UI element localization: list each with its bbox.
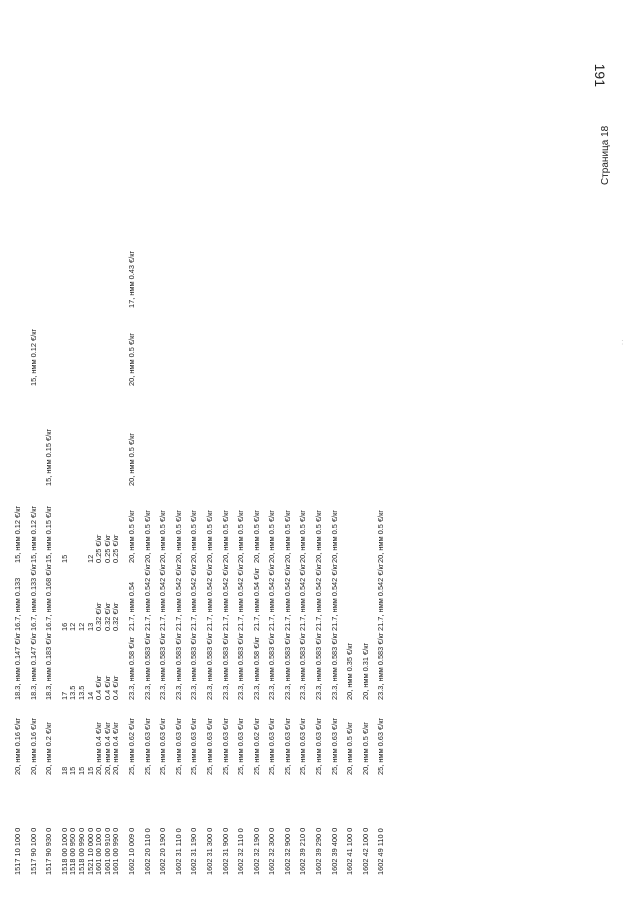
rate-cell [206,138,222,218]
tariff-code-cell: 1602 10 009 0 [126,827,136,875]
page-footer: Страница 18 [600,125,611,185]
tariff-code-cell: 1602 31 110 0 [173,828,183,875]
rate-cell [144,308,160,386]
table-row [14,138,30,875]
rate-cell: 0.32 €/кг [94,602,104,631]
table-row [61,138,70,875]
rate-cell [253,218,269,308]
rate-cell: 21.7, нмм 0.542 €/кг [142,563,152,631]
rate-cell: 25, нмм 0.63 €/кг [204,717,214,775]
rate-cell: 13 [85,622,95,631]
rate-cell [362,138,378,218]
table-row [222,138,238,875]
rate-cell [104,386,113,486]
rate-cell: 20, нмм 0.5 €/кг [236,509,246,563]
rate-cell [206,386,222,486]
rate-cell [144,218,160,308]
rate-cell [14,218,30,308]
rate-cell: 21.7, нмм 0.542 €/кг [204,563,214,631]
rate-cell [175,386,191,486]
rate-cell: 20, нмм 0.4 €/кг [111,721,121,775]
rate-cell: 15, нмм 0.15 €/кг [44,505,54,563]
rate-cell: 15, нмм 0.15 €/кг [44,428,54,486]
rate-cell: 17, нмм 0.43 €/кг [126,250,136,308]
rate-cell [190,386,206,486]
rate-cell [284,218,300,308]
table-row [253,138,269,875]
rate-cell [331,308,347,386]
rate-cell [45,218,61,308]
rate-cell: 20, нмм 0.5 €/кг [204,509,214,563]
rate-cell: 25, нмм 0.62 €/кг [126,717,136,775]
rate-cell [346,308,362,386]
rate-cell: 25, нмм 0.63 €/кг [142,717,152,775]
rate-cell [346,486,362,563]
rate-cell: 20, нмм 0.5 €/кг [282,509,292,563]
rate-cell [377,308,393,386]
rate-cell: 23.3, нмм 0.583 €/кг [329,632,339,700]
table-row [206,138,222,875]
rate-cell [61,308,70,386]
rate-cell: 20, нмм 0.4 €/кг [94,721,104,775]
rate-cell: 20, нмм 0.4 €/кг [102,721,112,775]
rate-cell [69,308,78,386]
rate-cell [87,138,96,218]
rate-cell: 18.3, нмм 0.147 €/кг [28,632,38,700]
rate-cell [159,386,175,486]
rate-cell: 21.7, нмм 0.54 [126,581,136,631]
rate-cell: 15 [85,766,95,775]
rate-cell: 18.3, нмм 0.183 €/кг [44,632,54,700]
rate-cell: 21.7, нмм 0.542 €/кг [158,563,168,631]
tariff-code-cell: 1602 39 400 0 [329,827,339,875]
rate-cell: 25, нмм 0.63 €/кг [267,717,277,775]
tariff-code-cell: 1518 00 990 0 [76,827,86,875]
rate-cell [78,308,87,386]
rate-cell [78,386,87,486]
rate-cell: 0.4 €/кг [111,675,121,700]
rate-cell [159,308,175,386]
rate-cell [346,563,362,631]
rate-cell [362,218,378,308]
tariff-code-cell: 1517 90 930 0 [44,827,54,875]
rate-cell: 15, нмм 0.12 €/кг [28,328,38,386]
rate-cell [61,218,70,308]
rate-cell: 20, нмм 0.5 €/кг [142,509,152,563]
table-row [315,138,331,875]
rate-cell [112,138,128,218]
rate-cell: 13.5 [68,685,78,700]
rate-cell [268,308,284,386]
rate-cell [30,138,46,218]
rate-cell [95,138,104,218]
rate-cell [87,386,96,486]
rate-cell [69,138,78,218]
rate-cell [362,486,378,563]
table-row [112,138,128,875]
rate-cell: 23.3, нмм 0.58 €/кг [251,636,261,700]
rate-cell: 21.7, нмм 0.542 €/кг [298,563,308,631]
rate-cell: 18 [59,766,69,775]
rate-cell [95,308,104,386]
tariff-code-cell: 1602 31 900 0 [220,827,230,875]
rate-cell [104,308,113,386]
rate-cell: 20, нмм 0.5 €/кг [345,721,355,775]
rate-cell [299,138,315,218]
table-row [69,138,78,875]
rate-cell [299,386,315,486]
rate-cell [268,386,284,486]
tariff-code-cell: 1521 10 000 0 [85,827,95,875]
rate-cell: 0.32 €/кг [102,602,112,631]
table-row [30,138,46,875]
table-row [331,138,347,875]
rate-cell [222,218,238,308]
rate-cell: 16.7, нмм 0.133 [13,577,22,631]
rate-cell: 25, нмм 0.63 €/кг [376,717,386,775]
tariff-code-cell: 1601 00 910 0 [102,827,112,875]
rate-cell: 23.3, нмм 0.583 €/кг [298,632,308,700]
table-row [299,138,315,875]
rate-cell [315,308,331,386]
rate-cell: 23.3, нмм 0.583 €/кг [158,632,168,700]
table-row [237,138,253,875]
rate-cell [95,386,104,486]
rate-cell: 20, нмм 0.5 €/кг [173,509,183,563]
tariff-table [14,138,393,875]
rate-cell: 21.7, нмм 0.542 €/кг [236,563,246,631]
rate-cell [78,218,87,308]
rate-cell [14,308,30,386]
table-row [78,138,87,875]
rate-cell: 23.3, нмм 0.583 €/кг [267,632,277,700]
rate-cell [30,386,46,486]
rate-cell: 21.7, нмм 0.542 €/кг [282,563,292,631]
rate-cell: 16.7, нмм 0.168 €/кг [44,563,54,631]
scan-specks: · · [620,339,626,345]
rate-cell: 20, нмм 0.5 €/кг [251,509,261,563]
rate-cell [112,218,128,308]
rate-cell [284,138,300,218]
rate-cell [377,138,393,218]
rate-cell [237,138,253,218]
rate-cell [190,308,206,386]
rate-cell: 21.7, нмм 0.542 €/кг [329,563,339,631]
rate-cell [61,386,70,486]
rate-cell: 20, нмм 0.5 €/кг [126,432,136,486]
rate-cell: 14 [85,691,95,700]
rate-cell [87,218,96,308]
table-row [128,138,144,875]
rate-cell: 20, нмм 0.5 €/кг [329,509,339,563]
rate-cell: 25, нмм 0.63 €/кг [314,717,324,775]
rate-cell: 15 [68,766,78,775]
rate-cell [362,563,378,631]
rate-cell: 25, нмм 0.63 €/кг [189,717,199,775]
rate-cell: 20, нмм 0.5 €/кг [220,509,230,563]
rate-cell [104,218,113,308]
rate-cell [175,218,191,308]
rate-cell [315,138,331,218]
rate-cell [190,138,206,218]
tariff-table-body [14,138,393,875]
tariff-code-cell: 1602 31 190 0 [189,827,199,875]
rate-cell [14,386,30,486]
rate-cell: 23.3, нмм 0.583 €/кг [314,632,324,700]
rate-cell: 20, нмм 0.5 €/кг [314,509,324,563]
rate-cell [112,308,128,386]
tariff-code-cell: 1602 41 100 0 [345,827,355,875]
rate-cell: 0.4 €/кг [94,675,104,700]
rate-cell [377,386,393,486]
rate-cell [95,218,104,308]
rate-cell [222,308,238,386]
rate-cell [268,218,284,308]
handwritten-margin-mark: 191 [592,63,608,87]
rate-cell: 12 [68,622,78,631]
rate-cell [159,138,175,218]
rate-cell: 17 [59,691,69,700]
tariff-code-cell: 1601 00 100 0 [94,827,104,875]
rate-cell [69,218,78,308]
rate-cell [69,386,78,486]
rate-cell [331,218,347,308]
table-row [45,138,61,875]
rate-cell: 20, нмм 0.35 €/кг [345,642,355,700]
rate-cell: 21.7, нмм 0.542 €/кг [314,563,324,631]
rate-cell: 25, нмм 0.62 €/кг [251,717,261,775]
rate-cell [362,386,378,486]
rate-cell: 25, нмм 0.63 €/кг [282,717,292,775]
rate-cell [237,218,253,308]
tariff-code-cell: 1517 90 100 0 [28,827,38,875]
rate-cell: 20, нмм 0.5 €/кг [376,509,386,563]
rate-cell [175,138,191,218]
tariff-code-cell: 1602 31 300 0 [204,827,214,875]
rate-cell: 20, нмм 0.5 €/кг [126,509,136,563]
rate-cell: 18.3, нмм 0.147 €/кг [13,632,22,700]
rate-cell: 21.7, нмм 0.542 €/кг [173,563,183,631]
rate-cell: 23.3, нмм 0.583 €/кг [376,632,386,700]
rate-cell [362,308,378,386]
rate-cell [346,386,362,486]
tariff-code-cell: 1602 42 100 0 [360,827,370,875]
rate-cell: 21.7, нмм 0.542 €/кг [189,563,199,631]
rate-cell: 25, нмм 0.63 €/кг [158,717,168,775]
rate-cell [45,138,61,218]
tariff-code-cell: 1518 00 950 0 [68,827,78,875]
rate-cell: 20, нмм 0.5 €/кг [360,721,370,775]
rate-cell [253,138,269,218]
rate-cell: 20, нмм 0.2 €/кг [44,721,54,775]
rate-cell: 15, нмм 0.12 €/кг [28,505,38,563]
rate-cell: 25, нмм 0.63 €/кг [329,717,339,775]
table-row [268,138,284,875]
table-row [346,138,362,875]
rate-cell: 0.25 €/кг [111,534,121,563]
rate-cell [128,138,144,218]
rate-cell [78,486,87,563]
rate-cell [14,138,30,218]
rate-cell: 25, нмм 0.63 €/кг [236,717,246,775]
rate-cell [222,386,238,486]
rate-cell [159,218,175,308]
rate-cell [144,138,160,218]
table-row [144,138,160,875]
rate-cell: 20, нмм 0.5 €/кг [189,509,199,563]
rate-cell: 0.32 €/кг [111,602,121,631]
tariff-code-cell: 1518 00 100 0 [59,827,69,875]
rate-cell: 15, нмм 0.12 €/кг [13,505,22,563]
rate-cell: 20, нмм 0.5 €/кг [267,509,277,563]
rate-cell [253,308,269,386]
rate-cell: 0.25 €/кг [94,534,104,563]
rate-cell: 25, нмм 0.63 €/кг [298,717,308,775]
rate-cell [144,386,160,486]
tariff-code-cell: 1601 00 990 0 [111,827,121,875]
table-row [284,138,300,875]
rate-cell: 23.3, нмм 0.583 €/кг [220,632,230,700]
rate-cell: 20, нмм 0.5 €/кг [126,332,136,386]
rate-cell: 23.3, нмм 0.58 €/кг [126,636,136,700]
rate-cell [237,308,253,386]
rate-cell: 20, нмм 0.31 €/кг [360,642,370,700]
rate-cell [299,308,315,386]
rate-cell: 16.7, нмм 0.133 €/кг [28,563,38,631]
rate-cell: 0.4 €/кг [102,675,112,700]
rate-cell [69,486,78,563]
table-row [159,138,175,875]
table-row [190,138,206,875]
rate-cell [30,218,46,308]
tariff-code-cell: 1602 49 110 0 [376,828,386,875]
rate-cell: 21.7, нмм 0.542 €/кг [220,563,230,631]
tariff-code-cell: 1602 39 290 0 [314,827,324,875]
rate-cell [315,218,331,308]
rate-cell [61,138,70,218]
rate-cell: 25, нмм 0.63 €/кг [220,717,230,775]
tariff-code-cell: 1602 20 110 0 [142,828,152,875]
rate-cell: 23.3, нмм 0.583 €/кг [142,632,152,700]
rate-cell [268,138,284,218]
table-row [362,138,378,875]
table-row [377,138,393,875]
rate-cell: 20, нмм 0.5 €/кг [298,509,308,563]
rate-cell [206,218,222,308]
rate-cell [222,138,238,218]
table-row [175,138,191,875]
rate-cell [284,308,300,386]
rate-cell [78,138,87,218]
tariff-code-cell: 1517 10 100 0 [13,827,22,875]
tariff-code-cell: 1602 32 110 0 [236,828,246,875]
rate-cell [175,308,191,386]
rate-cell: 15 [76,766,86,775]
rate-cell [331,138,347,218]
rate-cell: 12 [85,554,95,563]
rate-cell: 23.3, нмм 0.583 €/кг [189,632,199,700]
rate-cell: 23.3, нмм 0.583 €/кг [236,632,246,700]
rate-cell: 21.7, нмм 0.542 €/кг [376,563,386,631]
tariff-code-cell: 1602 39 210 0 [298,827,308,875]
rate-cell [190,218,206,308]
rate-cell: 20, нмм 0.16 €/кг [13,717,22,775]
tariff-code-cell: 1602 32 300 0 [267,827,277,875]
rate-cell: 21.7, нмм 0.542 €/кг [267,563,277,631]
rate-cell: 20, нмм 0.16 €/кг [28,717,38,775]
rate-cell [206,308,222,386]
rate-cell [299,218,315,308]
rate-cell [377,218,393,308]
rate-cell: 13.5 [76,685,86,700]
rate-cell: 16 [59,622,69,631]
rate-cell [346,218,362,308]
rate-cell: 23.3, нмм 0.583 €/кг [282,632,292,700]
tariff-code-cell: 1602 20 190 0 [158,827,168,875]
rate-cell [237,386,253,486]
tariff-code-cell: 1602 32 900 0 [282,827,292,875]
rate-cell [87,308,96,386]
rate-cell [346,138,362,218]
rate-cell: 0.25 €/кг [102,534,112,563]
rate-cell [45,308,61,386]
rate-cell [284,386,300,486]
rate-cell: 21.7, нмм 0.54 €/кг [251,567,261,631]
rate-cell [104,138,113,218]
rate-cell [112,386,128,486]
rate-cell: 25, нмм 0.63 €/кг [173,717,183,775]
rate-cell: 23.3, нмм 0.583 €/кг [204,632,214,700]
rate-cell [253,386,269,486]
rate-cell [331,386,347,486]
rate-cell: 15 [59,554,69,563]
rate-cell: 23.3, нмм 0.583 €/кг [173,632,183,700]
rate-cell: 12 [76,622,86,631]
tariff-code-cell: 1602 32 190 0 [251,827,261,875]
rate-cell [315,386,331,486]
rate-cell: 20, нмм 0.5 €/кг [158,509,168,563]
